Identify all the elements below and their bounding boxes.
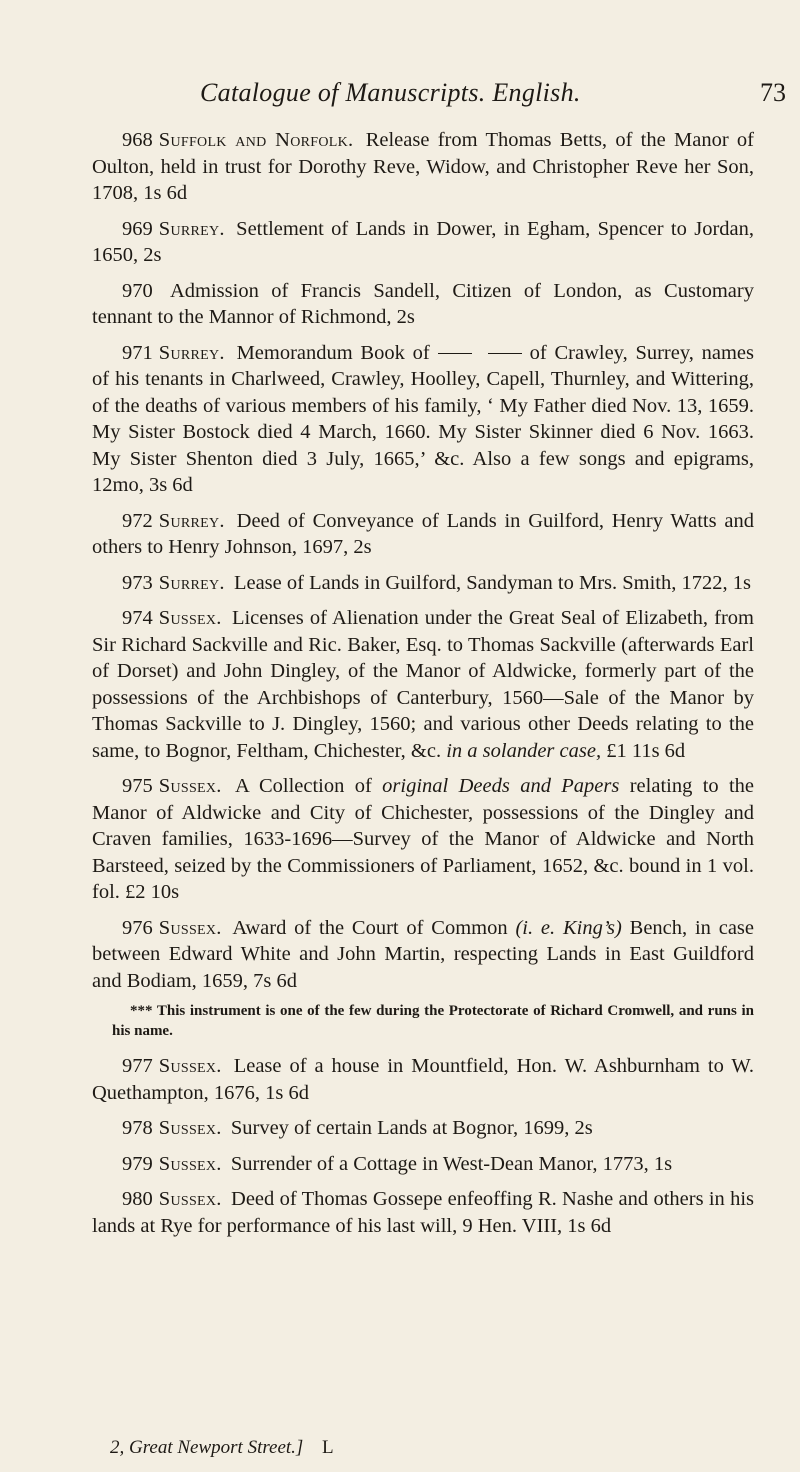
entry-county: Sussex.: [158, 775, 222, 797]
entry-971: [92, 340, 754, 499]
entry-978: [92, 1115, 754, 1142]
entry-text: Admission of Francis Sandell, Citizen of London, as Customary tennant to the Mannor of Richmond, 2s: [92, 279, 754, 328]
entry-text-before-dash: Memorandum Book of: [236, 341, 430, 364]
entry-county: Sussex.: [158, 1117, 222, 1139]
entry-text: Deed of Conveyance of Lands in Guilford, Henry Watts and others to Henry Johnson, 1697, 2s: [92, 509, 754, 558]
entry-970: [92, 278, 754, 331]
entry-county: Surrey.: [158, 509, 225, 532]
entry-county: Sussex.: [158, 1055, 222, 1077]
signature-mark: L: [322, 1437, 334, 1458]
entry-number: 971: [122, 341, 153, 364]
page-title: Catalogue of Manuscripts. English.: [200, 78, 581, 107]
entry-italic: (i. e. King’s): [515, 916, 622, 939]
entry-number: 980: [122, 1188, 153, 1210]
entry-text: Lease of a house in Mountfield, Hon. W. Ashburnham to W. Quethampton, 1676, 1s 6d: [92, 1055, 755, 1104]
entry-text-prefix: A Collection of: [234, 775, 372, 797]
page-number: 73: [760, 78, 786, 107]
entry-number: 970: [122, 279, 153, 302]
entry-italic: in a solander case,: [446, 739, 602, 762]
entry-text: Settlement of Lands in Dower, in Egham, Spencer to Jordan, 1650, 2s: [92, 217, 754, 266]
entry-number: 978: [122, 1117, 153, 1139]
entry-text: Surrender of a Cottage in West-Dean Manor, 1773, 1s: [230, 1152, 673, 1175]
entry-968: [92, 127, 754, 207]
entry-number: 975: [122, 775, 153, 797]
entry-975: [92, 773, 754, 906]
entry-979: [92, 1151, 754, 1178]
entry-number: 969: [122, 217, 153, 240]
entry-county: Surrey.: [158, 571, 225, 594]
entry-number: 973: [122, 571, 153, 594]
entry-county: Surrey.: [158, 341, 225, 364]
page-footer: [110, 1437, 750, 1463]
entry-number: 976: [122, 916, 153, 939]
entry-county: Sussex.: [158, 916, 222, 939]
entry-county: Sussex.: [158, 1188, 222, 1210]
entry-text: Lease of Lands in Guilford, Sandyman to Mrs. Smith, 1722, 1s: [233, 571, 751, 594]
entry-text: Survey of certain Lands at Bognor, 1699, 2s: [230, 1117, 593, 1139]
publisher-imprint: 2, Great Newport Street.]: [110, 1437, 304, 1458]
entry-973: [92, 570, 754, 597]
entry-972: [92, 508, 754, 561]
entry-italic-deeds: Deeds and Papers: [458, 775, 620, 797]
entry-county: Sussex.: [158, 607, 222, 629]
entry-number: 972: [122, 509, 153, 532]
entry-974: [92, 605, 754, 764]
entry-text: Release from Thomas Betts, of the Manor of Oulton, held in trust for Dorothy Reve, Widow, and Christopher Reve her Son, 1708, 1s 6d: [92, 129, 754, 204]
entry-text: relating to the Manor of Aldwicke and City of Chichester, possessions of the Dingley and Craven families, 1633-1696—Survey of the Manor of Aldwicke and North Barsteed, seized by the Commissioners of Parliament, 1652, &c. bound in 1 vol. fol. £2 10s: [92, 775, 755, 903]
entry-text: Licenses of Alienation under the Great Seal of Elizabeth, from Sir Richard Sackville and Ric. Baker, Esq. to Thomas Sackville (afterwards Earl of Dorset) and John Dingley, of the Manor of Aldwicke, formerly part of the possessions of the Archbishops of Canterbury, 1560—Sale of the Manor by Thomas Sackville to J. Dingley, 1560; and various other Deeds relating to the same, to Bognor, Feltham, Chichester, &c.: [92, 607, 755, 762]
running-header: [200, 78, 800, 118]
entry-italic-original: original: [382, 775, 449, 797]
entry-text: Bench, in case between Edward White and John Martin, respecting Lands in East Guildford and Bodiam, 1659, 7s 6d: [92, 916, 755, 992]
footnote-text: This instrument is one of the few during the Protectorate of Richard Cromwell, and runs in his name.: [112, 1003, 754, 1039]
asterism-mark: *⁠*⁠*: [130, 1003, 153, 1019]
entry-980: [92, 1186, 754, 1239]
entry-county: Sussex.: [158, 1152, 222, 1175]
entry-number: 974: [122, 607, 153, 629]
entry-976: [92, 915, 754, 995]
entry-number: 979: [122, 1152, 153, 1175]
entry-text-prefix: Award of the Court of Common: [232, 916, 508, 939]
entry-number: 977: [122, 1055, 153, 1077]
entry-number: 968: [122, 129, 153, 151]
entry-977: [92, 1053, 754, 1106]
entry-price: £1 11s 6d: [606, 739, 686, 762]
blank-name-dash: [438, 353, 472, 354]
footnote-976: [92, 1001, 754, 1041]
entry-list: [92, 127, 754, 1248]
entry-county: Suffolk and Norfolk.: [158, 129, 354, 151]
blank-name-dash: [488, 353, 522, 354]
entry-text: of Crawley, Surrey, names of his tenants in Charlweed, Crawley, Hoolley, Capell, Thurnley, and Wittering, of the deaths of various members of his family, ‘ My Father died Nov. 13, 1659. My Sister Bostock died 4 March, 1660. My Sister Skinner died 6 Nov. 1663. My Sister Shenton died 3 July, 1665,’ &c. Also a few songs and epigrams, 12mo, 3s 6d: [92, 341, 754, 496]
entry-969: [92, 216, 754, 269]
entry-text: Deed of Thomas Gossepe enfeoffing R. Nashe and others in his lands at Rye for performance of his last will, 9 Hen. VIII, 1s 6d: [92, 1188, 755, 1237]
entry-county: Surrey.: [158, 217, 225, 240]
